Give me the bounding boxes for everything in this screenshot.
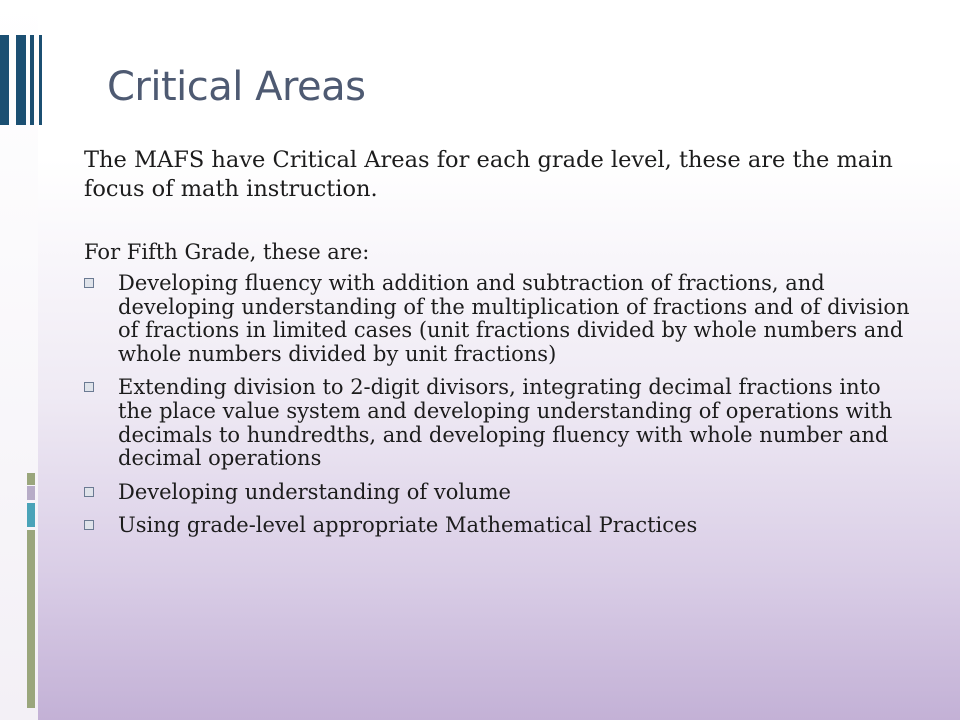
slide-title: Critical Areas: [107, 64, 366, 110]
deco-bar: [27, 503, 35, 527]
deco-bar: [30, 35, 34, 125]
list-item: [84, 481, 914, 505]
bullet-text: Extending division to 2-digit divisors, integrating decimal fractions into the place value system and developing understanding of operations with decimals to hundredths, and developing fluency with whole number and decimal operations: [118, 375, 893, 471]
deco-bar: [27, 530, 35, 708]
deco-bar: [16, 35, 26, 125]
deco-bar: [27, 473, 35, 485]
square-bullet-icon: [84, 520, 94, 530]
bullet-list: [84, 272, 914, 538]
slide-body: [84, 146, 914, 548]
square-bullet-icon: [84, 487, 94, 497]
list-item: [84, 376, 914, 470]
deco-bar: [27, 486, 35, 500]
square-bullet-icon: [84, 278, 94, 288]
lead-text: For Fifth Grade, these are:: [84, 240, 370, 264]
deco-bar: [39, 35, 42, 125]
bullet-text: Using grade-level appropriate Mathematical Practices: [118, 513, 698, 538]
square-bullet-icon: [84, 382, 94, 392]
bullet-text: Developing understanding of volume: [118, 479, 511, 504]
list-item: [84, 272, 914, 366]
deco-bar: [0, 35, 9, 125]
bullet-text: Developing fluency with addition and subtraction of fractions, and developing understanding of the multiplication of fractions and of division of fractions in limited cases (unit fractions divided by whole numbers and whole numbers divided by unit fractions): [118, 271, 910, 366]
list-item: [84, 514, 914, 538]
intro-text: The MAFS have Critical Areas for each grade level, these are the main focus of math instruction.: [84, 147, 893, 202]
